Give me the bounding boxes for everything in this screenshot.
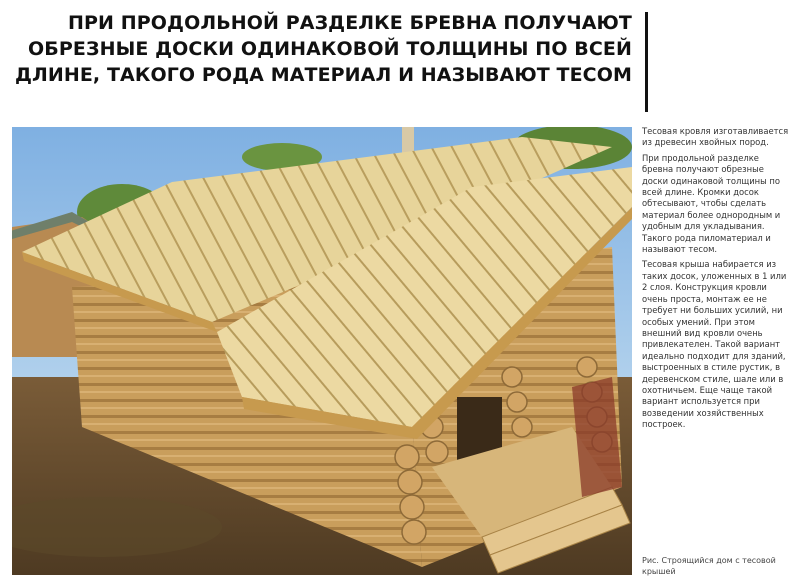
sidebar-paragraph-2: При продольной разделке бревна получают обрезные доски одинаковой толщины по всей длине. Кромки досок обтесывают, чтобы сделать материал более однородным и удобным для укладывания. Такого рода пиломатериал и называют тесом.	[642, 152, 781, 255]
title-line-1: ПРИ ПРОДОЛЬНОЙ РАЗДЕЛКЕ БРЕВНА ПОЛУЧАЮТ	[68, 12, 632, 34]
title-line-2: ОБРЕЗНЫЕ ДОСКИ ОДИНАКОВОЙ ТОЛЩИНЫ ПО ВСЕЙ	[28, 38, 632, 60]
sidebar-paragraph-3: Тесовая крыша набирается из таких досок, уложенных в 1 или 2 слоя. Конструкция кровли очень проста, монтаж ее не требует ни больших усилий, ни особых умений. При этом внешний вид кровли очень привлекателен. Такой вариант идеально подходит для зданий, выстроенных в стиле рустик, в деревенском стиле, шале или в охотничьем. Еще чаще такой вариант используется при возведении хозяйственных построек.	[642, 259, 787, 430]
title-line-3: ДЛИНЕ, ТАКОГО РОДА МАТЕРИАЛ И НАЗЫВАЮТ ТЕСОМ	[14, 64, 632, 86]
figure-caption: Рис. Строящийся дом с тесовой крышей	[642, 556, 776, 576]
house-photo	[12, 127, 632, 575]
sidebar-text	[642, 126, 792, 435]
page-title	[14, 10, 632, 88]
title-divider	[645, 12, 648, 112]
sidebar-paragraph-1: Тесовая кровля изготавливается из древесин хвойных пород.	[642, 126, 789, 148]
